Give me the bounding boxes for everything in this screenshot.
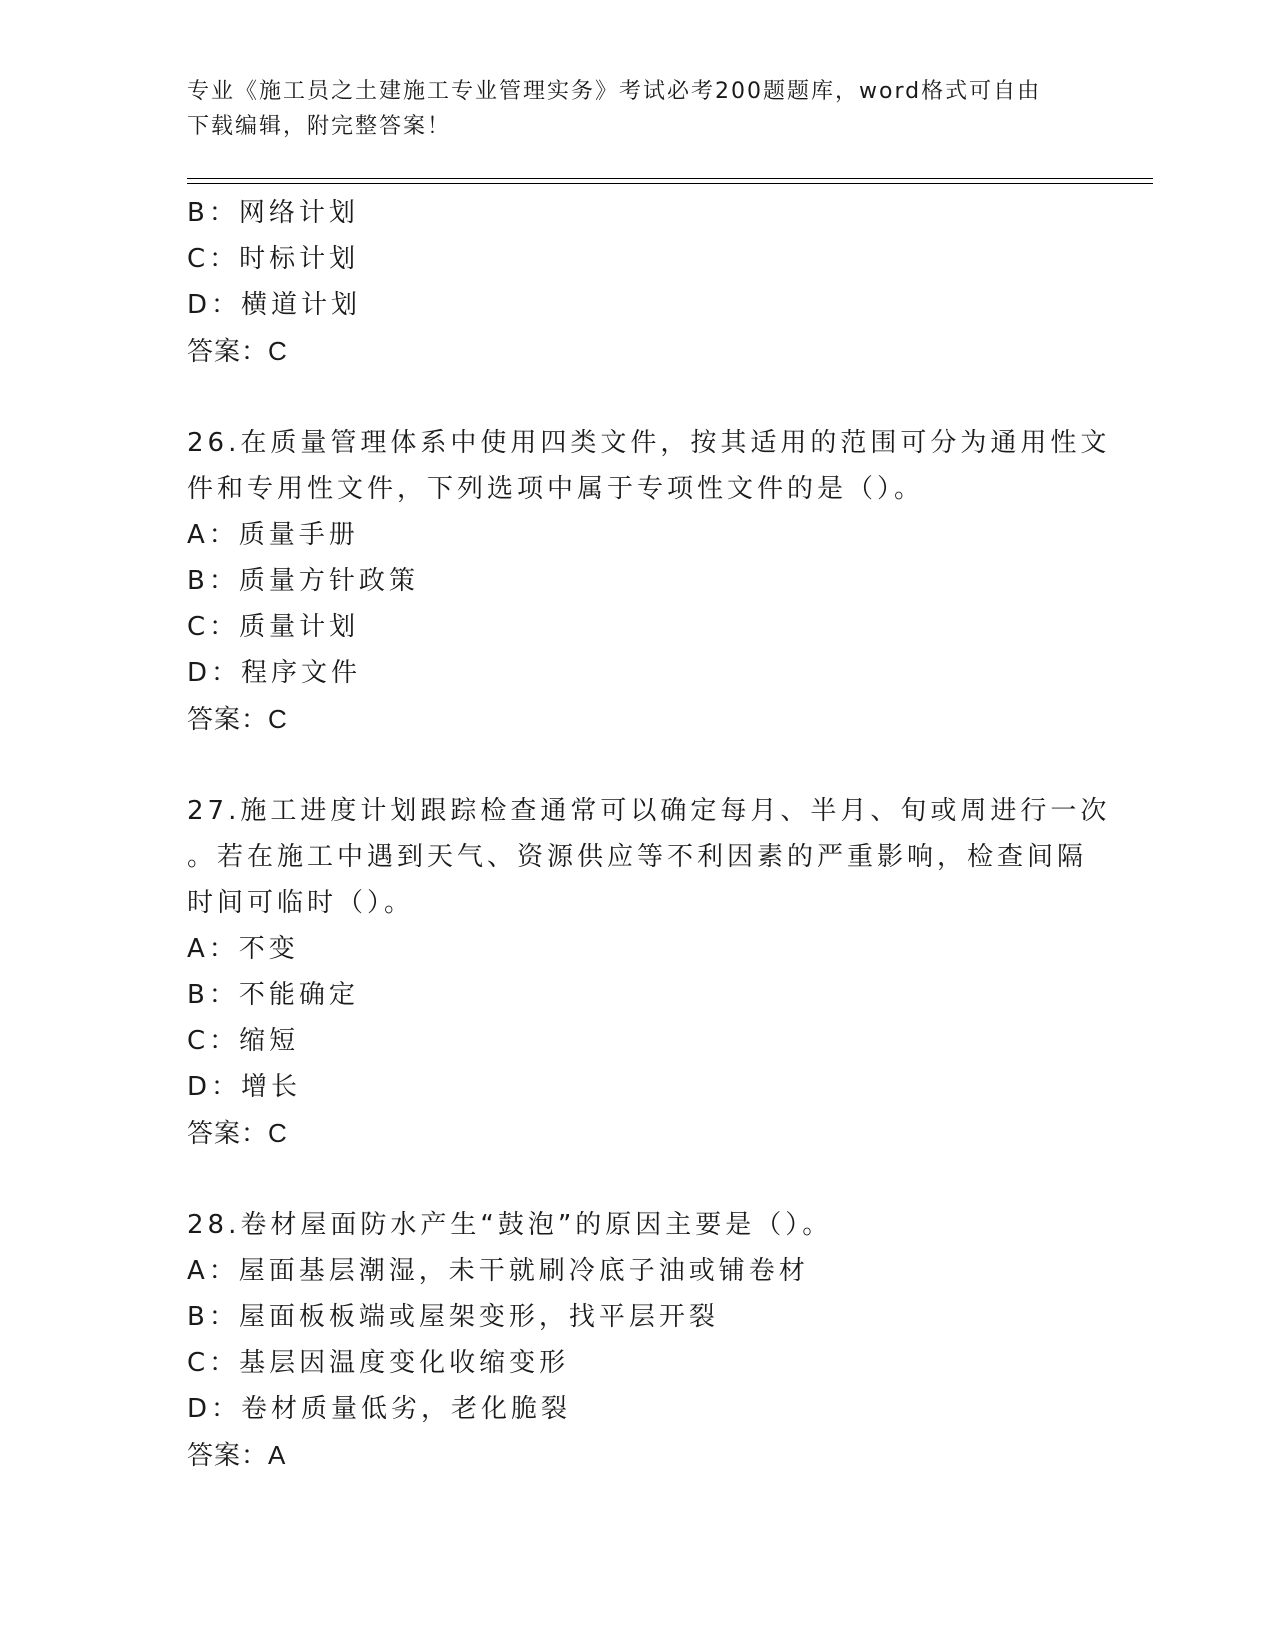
question-26 [187, 420, 1111, 742]
question-text: 26.在质量管理体系中使用四类文件，按其适用的范围可分为通用性文 [187, 428, 1111, 458]
option-b: B：屋面板板端或屋架变形，找平层开裂 [187, 1302, 719, 1332]
header-line-2: 下载编辑，附完整答案！ [187, 114, 452, 139]
option-d: D：卷材质量低劣，老化脆裂 [187, 1394, 572, 1424]
question-text: 件和专用性文件，下列选项中属于专项性文件的是（）。 [187, 474, 925, 504]
page-header [187, 74, 1067, 144]
question-list [187, 190, 1111, 1478]
option-a: A：质量手册 [187, 520, 359, 550]
question-27 [187, 788, 1111, 1156]
answer: 答案：C [187, 1118, 288, 1148]
header-rule [187, 178, 1153, 179]
question-text: 时间可临时（）。 [187, 888, 415, 918]
option-b: B：网络计划 [187, 198, 359, 228]
question-25-tail [187, 190, 1087, 374]
option-d: D：增长 [187, 1072, 302, 1102]
option-b: B：质量方针政策 [187, 566, 419, 596]
answer: 答案：C [187, 704, 288, 734]
answer: 答案：C [187, 336, 288, 366]
answer: 答案：A [187, 1440, 287, 1470]
question-text: 28.卷材屋面防水产生“鼓泡”的原因主要是（）。 [187, 1210, 833, 1240]
header-line-1: 专业《施工员之土建施工专业管理实务》考试必考200题题库，word格式可自由 [187, 79, 1042, 104]
option-a: A：屋面基层潮湿，未干就刷冷底子油或铺卷材 [187, 1256, 809, 1286]
question-text: 。若在施工中遇到天气、资源供应等不利因素的严重影响，检查间隔 [187, 842, 1088, 872]
option-d: D：横道计划 [187, 290, 362, 320]
option-c: C：时标计划 [187, 244, 360, 274]
question-28 [187, 1202, 1087, 1478]
header-rule-thin [187, 183, 1153, 184]
option-d: D：程序文件 [187, 658, 362, 688]
option-a: A：不变 [187, 934, 299, 964]
option-b: B：不能确定 [187, 980, 359, 1010]
option-c: C：缩短 [187, 1026, 300, 1056]
question-text: 27.施工进度计划跟踪检查通常可以确定每月、半月、旬或周进行一次 [187, 796, 1111, 826]
option-c: C：基层因温度变化收缩变形 [187, 1348, 570, 1378]
option-c: C：质量计划 [187, 612, 360, 642]
